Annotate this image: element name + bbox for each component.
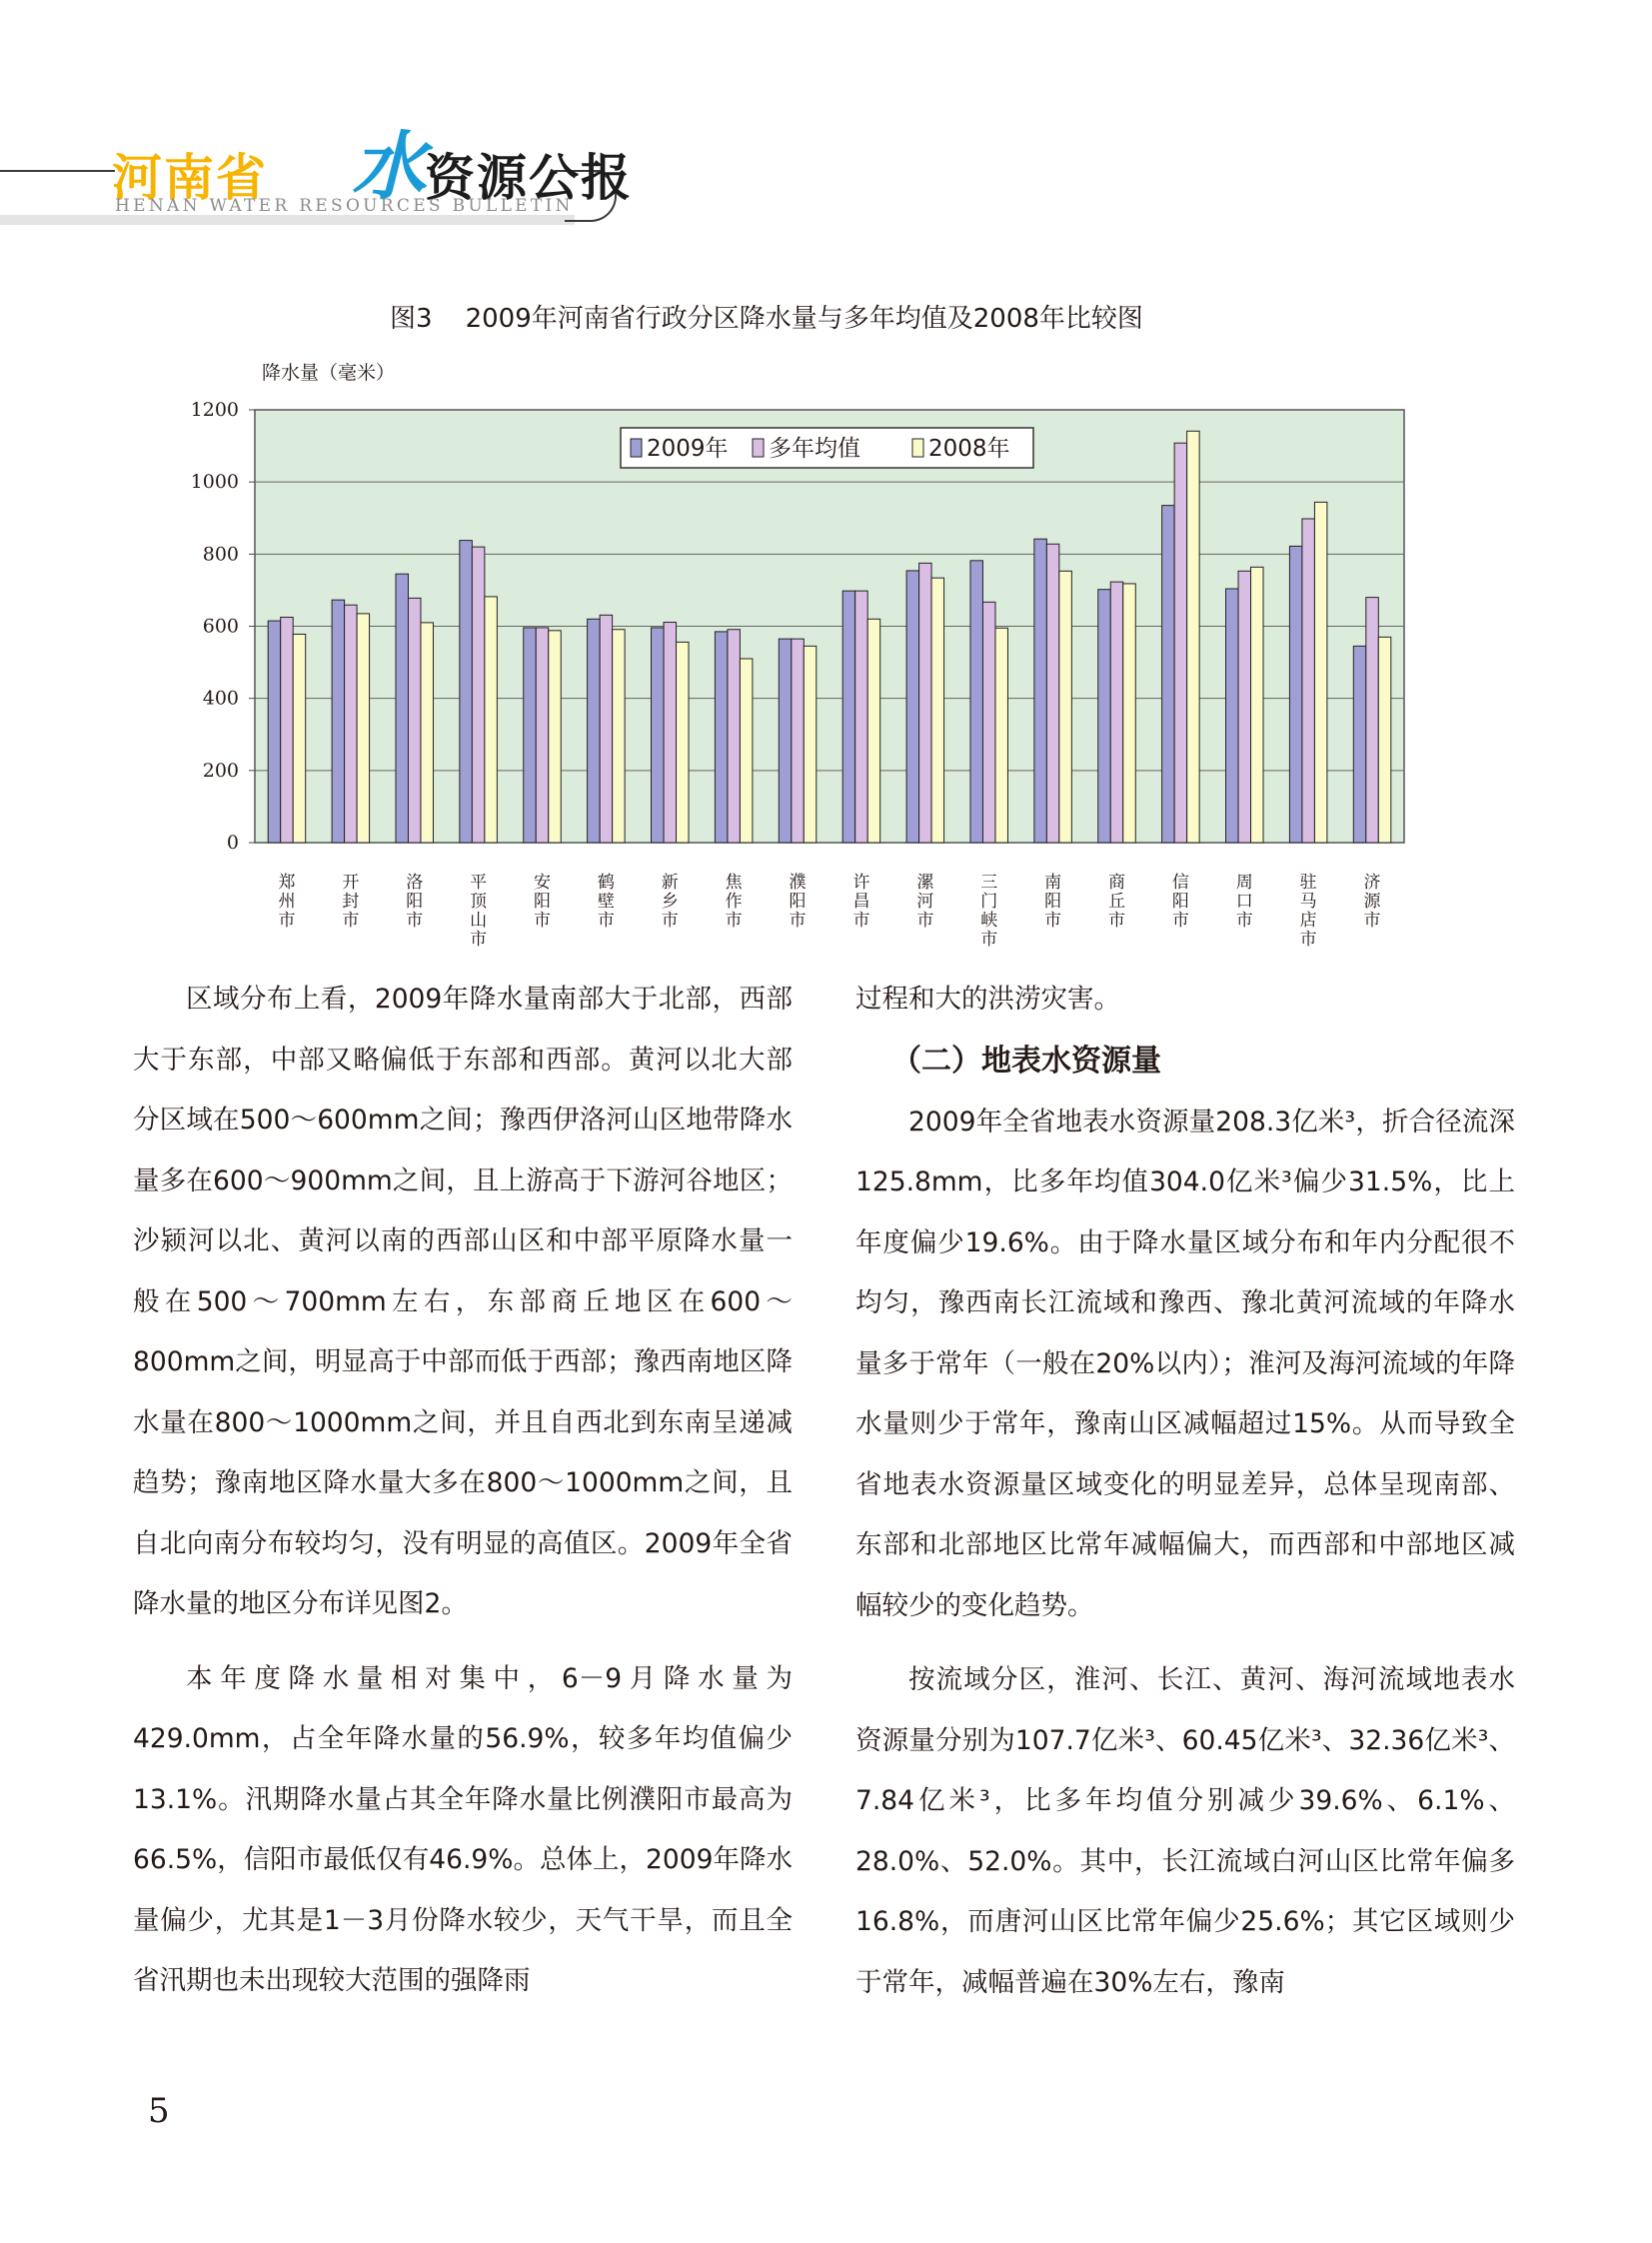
bar-2009 <box>715 632 728 843</box>
header-title-water-logo: 水 <box>352 124 426 210</box>
bar-2008 <box>421 623 434 843</box>
x-category-label: 鹤壁市 <box>597 873 615 931</box>
bar-2009 <box>460 541 473 843</box>
section-heading: （二）地表水资源量 <box>891 1043 1161 1079</box>
x-category-label: 漯河市 <box>916 873 934 931</box>
x-category-label: 三门峡市 <box>980 873 998 950</box>
bar-2009 <box>1162 506 1175 843</box>
bar-2009 <box>1034 539 1047 843</box>
bar-average <box>1174 443 1187 843</box>
x-category-label: 信阳市 <box>1171 873 1189 931</box>
bar-2008 <box>931 578 944 843</box>
header-title-resources-bulletin: 资源公报 <box>425 149 633 207</box>
bar-average <box>855 591 868 843</box>
bar-average <box>792 639 805 843</box>
chart-legend <box>621 428 1033 468</box>
bar-average <box>919 563 932 843</box>
bar-2008 <box>549 631 562 843</box>
y-tick-label: 400 <box>202 687 239 710</box>
bar-average <box>472 547 485 843</box>
bar-average <box>1046 544 1059 843</box>
x-category-label: 开封市 <box>342 873 360 931</box>
x-category-label: 洛阳市 <box>406 873 424 931</box>
bar-average <box>345 605 358 843</box>
x-category-label: 平顶山市 <box>470 873 488 950</box>
bar-average <box>600 615 613 843</box>
bar-2008 <box>1314 502 1327 843</box>
bar-2008 <box>1059 571 1072 843</box>
bar-2008 <box>293 634 306 843</box>
left-paragraph-1: 区域分布上看，2009年降水量南部大于北部，西部大于东部，中部又略偏低于东部和西部。黄河以北大部分区域在500～600mm之间；豫西伊洛河山区地带降水量多在600～900mm之间，且上游高于下游河谷地区；沙颍河以北、黄河以南的西部山区和中部平原降水量一般在500～700mm左右，东部商丘地区在600～800mm之间，明显高于中部而低于西部；豫西南地区降水量在800～1000mm之间，并且自西北到东南呈递减趋势；豫南地区降水量大多在800～1000mm之间，且自北向南分布较均匀，没有明显的高值区。2009年全省降水量的地区分布详见图2。 <box>133 984 793 1619</box>
bar-2009 <box>524 628 537 843</box>
y-tick-label: 800 <box>202 543 239 566</box>
bar-2009 <box>1226 589 1239 843</box>
x-category-label: 郑州市 <box>278 873 296 931</box>
figure-title: 图3 2009年河南省行政分区降水量与多年均值及2008年比较图 <box>390 304 1143 334</box>
x-category-label: 周口市 <box>1235 873 1253 931</box>
precipitation-bar-chart <box>150 355 1449 955</box>
header-rule-left <box>0 170 115 172</box>
y-tick-label: 1200 <box>190 399 239 421</box>
header-subtitle: HENAN WATER RESOURCES BULLETIN <box>115 196 574 216</box>
left-paragraph-2: 本年度降水量相对集中，6－9月降水量为429.0mm，占全年降水量的56.9%，较多年均值偏少13.1%。汛期降水量占其全年降水量比例濮阳市最高为66.5%，信阳市最低仅有46.9%。总体上，2009年降水量偏少，尤其是1－3月份降水较少，天气干旱，而且全省汛期也未出现较大范围的强降雨 <box>133 1662 793 1996</box>
legend-swatch <box>912 439 923 457</box>
legend-label: 2008年 <box>928 436 1010 462</box>
bar-2008 <box>357 614 370 843</box>
bar-2009 <box>906 571 919 843</box>
bar-average <box>408 598 421 843</box>
bar-average <box>281 617 294 843</box>
header-band <box>0 215 575 225</box>
bar-average <box>536 628 549 843</box>
bar-2009 <box>652 628 665 843</box>
bar-2008 <box>613 630 626 843</box>
legend-swatch <box>631 439 642 457</box>
y-axis-label: 降水量（毫米） <box>262 362 396 384</box>
bar-average <box>728 630 741 843</box>
right-column <box>855 970 1515 2013</box>
bar-average <box>1366 598 1379 843</box>
x-category-label: 许昌市 <box>852 873 870 931</box>
bar-2009 <box>1353 646 1366 843</box>
bar-2008 <box>485 597 498 843</box>
right-paragraph-0: 过程和大的洪涝灾害。 <box>855 984 1120 1015</box>
bar-2008 <box>740 659 753 843</box>
bar-2009 <box>588 619 601 843</box>
bar-2009 <box>332 600 345 843</box>
bar-average <box>664 623 677 843</box>
legend-swatch <box>753 439 764 457</box>
legend-label: 2009年 <box>647 436 729 462</box>
right-paragraph-2: 按流域分区，淮河、长江、黄河、海河流域地表水资源量分别为107.7亿米³、60.45亿米³、32.36亿米³、7.84亿米³，比多年均值分别减少39.6%、6.1%、28.0%、52.0%。其中，长江流域白河山区比常年偏多16.8%，而唐河山区比常年偏少25.6%；其它区域则少于常年，减幅普遍在30%左右，豫南 <box>855 1664 1515 1998</box>
bar-2009 <box>842 591 855 843</box>
header-title-henan: 河南省 <box>112 149 268 207</box>
bar-2009 <box>779 639 792 843</box>
x-category-label: 南阳市 <box>1044 873 1062 931</box>
bar-2008 <box>1378 637 1391 843</box>
bar-average <box>982 602 995 843</box>
bar-2009 <box>970 561 983 843</box>
bar-2008 <box>1123 584 1136 843</box>
legend-label: 多年均值 <box>769 436 860 462</box>
bar-2009 <box>396 574 409 843</box>
bar-2008 <box>1251 567 1264 843</box>
bar-2009 <box>268 621 281 843</box>
bar-2009 <box>1289 546 1302 843</box>
y-tick-label: 1000 <box>190 471 239 494</box>
x-category-label: 商丘市 <box>1108 873 1125 931</box>
bar-average <box>1238 571 1251 843</box>
bulletin-header <box>0 0 1652 240</box>
bar-2008 <box>867 619 880 843</box>
bar-2008 <box>1187 431 1200 843</box>
page-number: 5 <box>148 2091 170 2131</box>
x-category-label: 焦作市 <box>725 873 743 931</box>
y-tick-label: 600 <box>202 615 239 638</box>
left-column <box>133 970 793 2012</box>
x-category-label: 新乡市 <box>661 873 679 931</box>
bar-2008 <box>677 642 690 843</box>
x-category-label: 济源市 <box>1363 873 1381 931</box>
bar-2008 <box>995 628 1008 843</box>
right-paragraph-1: 2009年全省地表水资源量208.3亿米³，折合径流深125.8mm，比多年均值304.0亿米³偏少31.5%，比上年度偏少19.6%。由于降水量区域分布和年内分配很不均匀，豫西南长江流域和豫西、豫北黄河流域的年降水量多于常年（一般在20%以内）；淮河及海河流域的年降水量则少于常年，豫南山区减幅超过15%。从而导致全省地表水资源量区域变化的明显差异，总体呈现南部、东部和北部地区比常年减幅偏大，而西部和中部地区减幅较少的变化趋势。 <box>855 1106 1515 1621</box>
bar-2009 <box>1098 590 1111 843</box>
y-tick-label: 0 <box>226 832 239 854</box>
bar-2008 <box>804 646 817 843</box>
bar-average <box>1302 519 1315 843</box>
x-category-label: 安阳市 <box>534 873 551 931</box>
x-category-label: 驻马店市 <box>1299 873 1317 950</box>
x-category-label: 濮阳市 <box>789 873 807 931</box>
y-tick-label: 200 <box>202 759 239 782</box>
bar-average <box>1110 582 1123 843</box>
